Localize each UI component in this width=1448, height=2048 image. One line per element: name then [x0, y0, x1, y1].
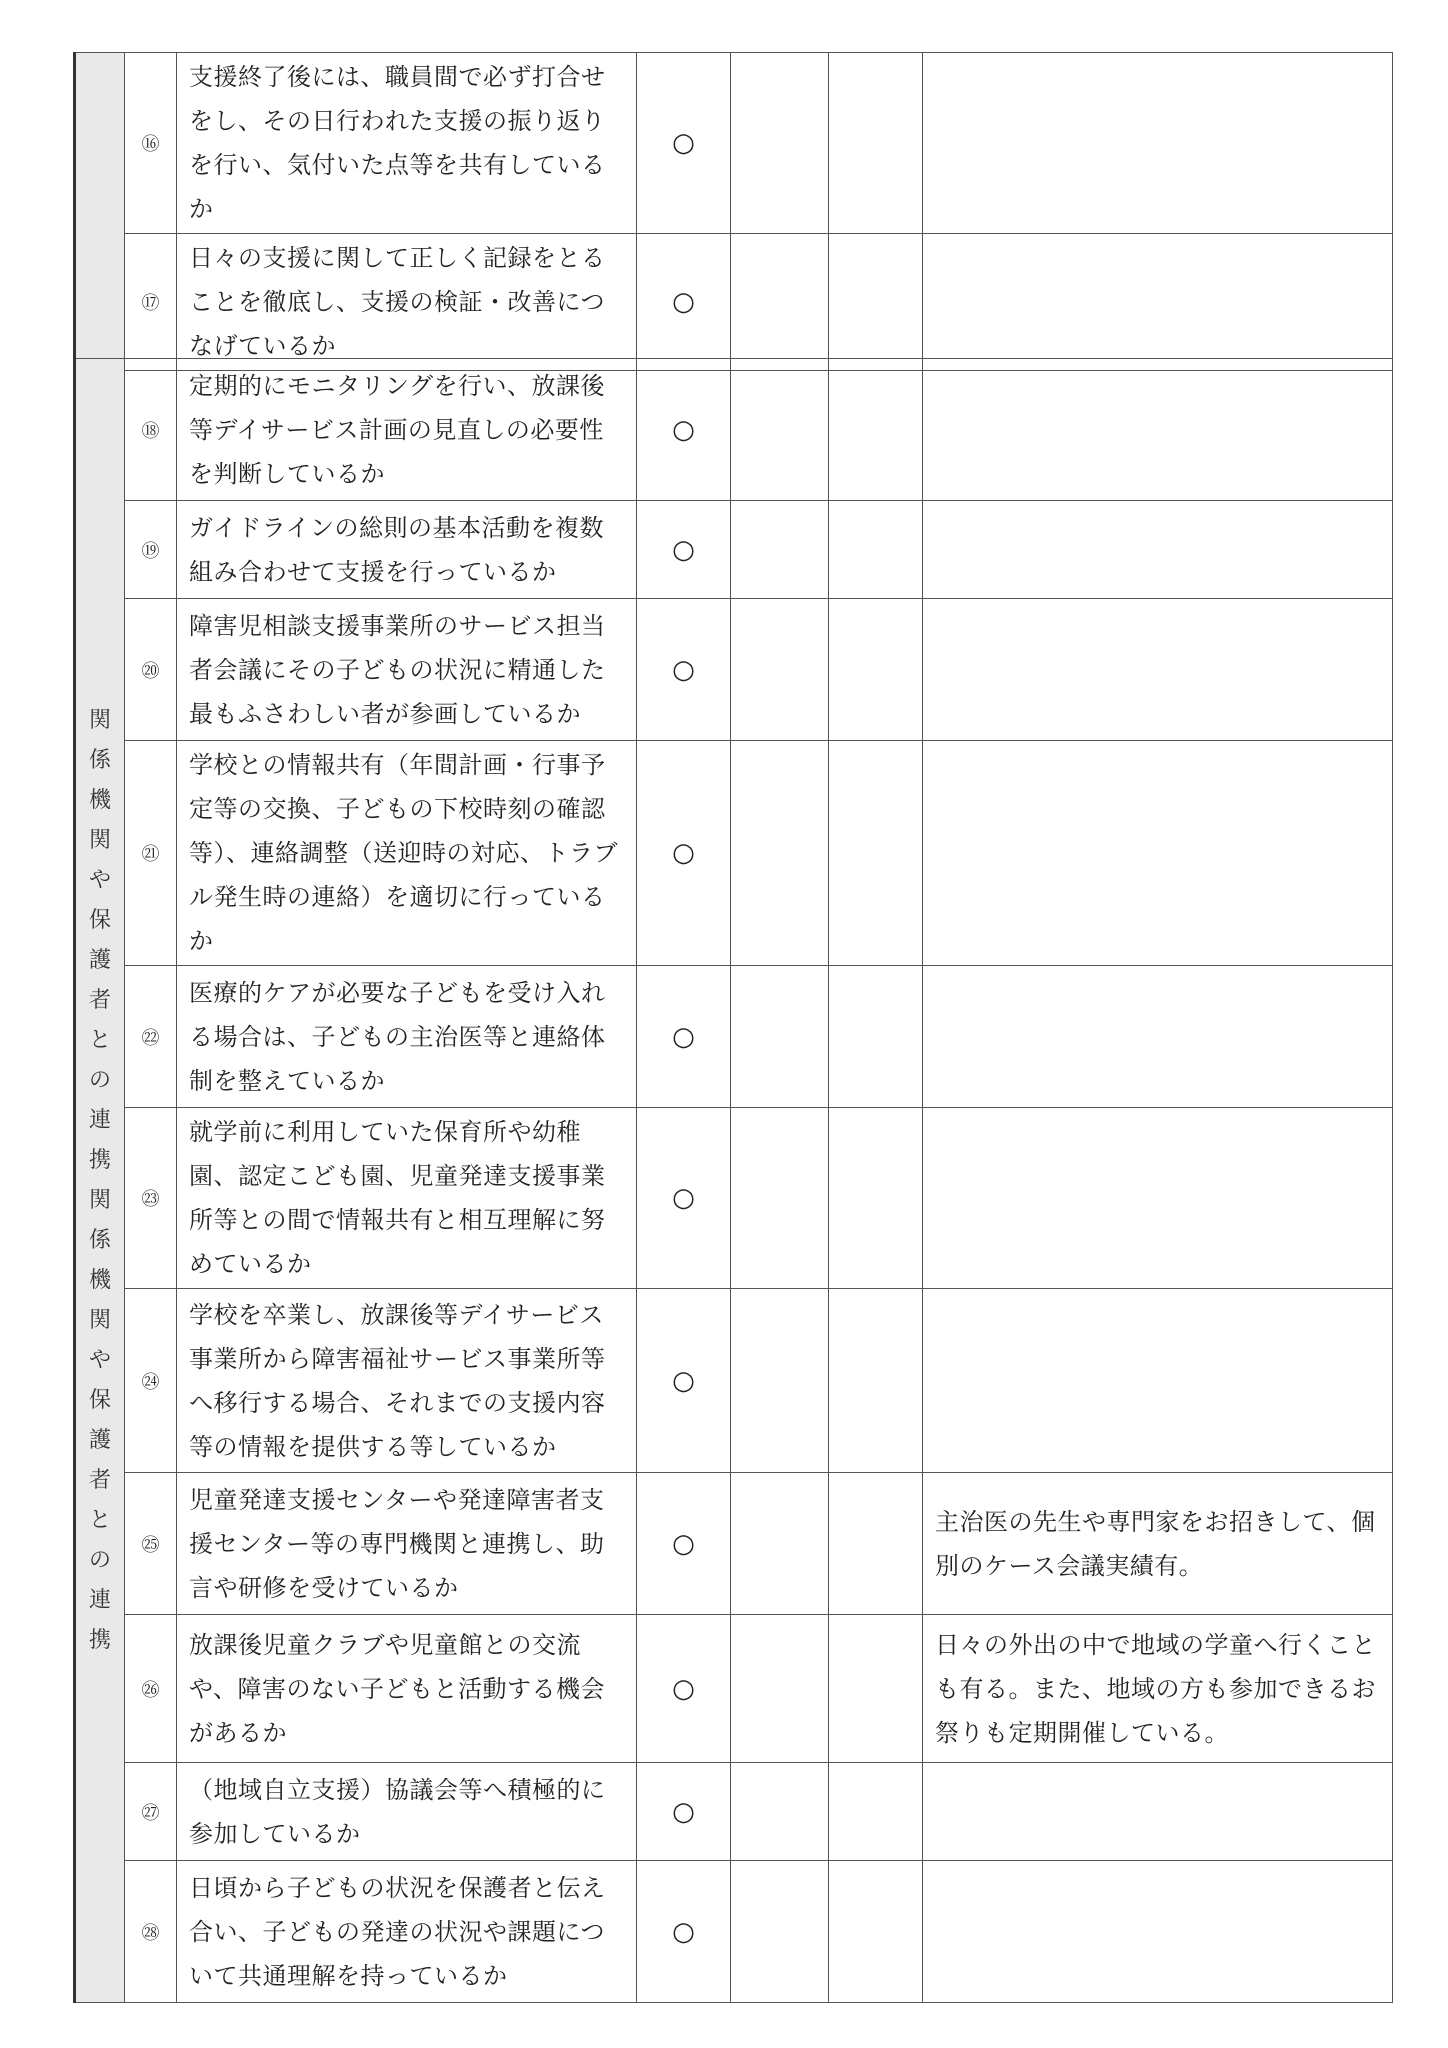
item-note: [923, 501, 1393, 599]
answer-blank: [829, 53, 923, 234]
item-note: 日々の外出の中で地域の学童へ行くことも有る。また、地域の方も参加できるお祭りも定期開催している。: [923, 1615, 1393, 1763]
answer-mark: ○: [637, 1289, 731, 1473]
item-question: 児童発達支援センターや発達障害者支援センター等の専門機関と連携し、助言や研修を受けているか: [177, 1473, 637, 1615]
item-question: 支援終了後には、職員間で必ず打合せをし、その日行われた支援の振り返りを行い、気付いた点等を共有しているか: [177, 53, 637, 234]
item-number: ⑯: [125, 53, 177, 234]
answer-mark: ○: [637, 501, 731, 599]
item-number: ⑱: [125, 359, 177, 501]
answer-blank: [829, 1108, 923, 1289]
table-row: [75, 1473, 1393, 1615]
item-question: 学校を卒業し、放課後等デイサービス事業所から障害福祉サービス事業所等へ移行する場合、それまでの支援内容等の情報を提供する等しているか: [177, 1289, 637, 1473]
answer-mark: ○: [637, 1473, 731, 1615]
answer-blank: [731, 741, 829, 966]
answer-mark: ○: [637, 234, 731, 371]
table-row: [75, 1615, 1393, 1763]
category-cell: [75, 53, 125, 371]
table-row: [75, 234, 1393, 371]
item-number: ㉒: [125, 966, 177, 1108]
item-note: [923, 1763, 1393, 1861]
item-number: ㉕: [125, 1473, 177, 1615]
item-question: 学校との情報共有（年間計画・行事予定等の交換、子どもの下校時刻の確認等）、連絡調整（送迎時の対応、トラブル発生時の連絡）を適切に行っているか: [177, 741, 637, 966]
answer-blank: [829, 501, 923, 599]
item-note: 主治医の先生や専門家をお招きして、個別のケース会議実績有。: [923, 1473, 1393, 1615]
category-label: 関 係 機 関 や 保 護 者 と の 連 携 関 係 機 関 や 保 護 者 と の 連 携: [88, 707, 111, 1653]
answer-blank: [731, 234, 829, 371]
answer-blank: [829, 1615, 923, 1763]
answer-blank: [731, 966, 829, 1108]
table-row: [75, 599, 1393, 741]
answer-mark: ○: [637, 1763, 731, 1861]
item-note: [923, 1861, 1393, 2003]
item-question: 障害児相談支援事業所のサービス担当者会議にその子どもの状況に精通した最もふさわしい者が参画しているか: [177, 599, 637, 741]
answer-blank: [829, 1861, 923, 2003]
answer-mark: ○: [637, 741, 731, 966]
table-row: [75, 1763, 1393, 1861]
answer-mark: ○: [637, 1861, 731, 2003]
table-row: [75, 1861, 1393, 2003]
item-number: ㉑: [125, 741, 177, 966]
answer-blank: [731, 501, 829, 599]
answer-blank: [829, 741, 923, 966]
table-row: [75, 1108, 1393, 1289]
top-evaluation-table: [73, 52, 1393, 371]
answer-blank: [731, 1763, 829, 1861]
answer-blank: [731, 599, 829, 741]
item-note: [923, 966, 1393, 1108]
answer-blank: [829, 1763, 923, 1861]
answer-blank: [731, 1861, 829, 2003]
item-note: [923, 53, 1393, 234]
answer-mark: ○: [637, 359, 731, 501]
answer-blank: [829, 1473, 923, 1615]
item-number: ㉔: [125, 1289, 177, 1473]
item-number: ⑰: [125, 234, 177, 371]
answer-blank: [829, 1289, 923, 1473]
item-note: [923, 741, 1393, 966]
answer-mark: ○: [637, 1108, 731, 1289]
answer-blank: [731, 1108, 829, 1289]
answer-blank: [829, 599, 923, 741]
bottom-evaluation-table: [73, 358, 1393, 2003]
item-note: [923, 1108, 1393, 1289]
item-question: 医療的ケアが必要な子どもを受け入れる場合は、子どもの主治医等と連絡体制を整えているか: [177, 966, 637, 1108]
item-number: ⑳: [125, 599, 177, 741]
item-question: 就学前に利用していた保育所や幼稚園、認定こども園、児童発達支援事業所等との間で情報共有と相互理解に努めているか: [177, 1108, 637, 1289]
item-note: [923, 1289, 1393, 1473]
item-number: ⑲: [125, 501, 177, 599]
item-number: ㉖: [125, 1615, 177, 1763]
table-row: [75, 53, 1393, 234]
answer-mark: ○: [637, 1615, 731, 1763]
item-number: ㉘: [125, 1861, 177, 2003]
answer-blank: [829, 234, 923, 371]
answer-blank: [731, 1473, 829, 1615]
item-question: 日々の支援に関して正しく記録をとることを徹底し、支援の検証・改善につなげているか: [177, 234, 637, 371]
item-note: [923, 359, 1393, 501]
item-question: 定期的にモニタリングを行い、放課後等デイサービス計画の見直しの必要性を判断しているか: [177, 359, 637, 501]
item-question: 放課後児童クラブや児童館との交流や、障害のない子どもと活動する機会があるか: [177, 1615, 637, 1763]
table-row: [75, 359, 1393, 501]
answer-blank: [731, 1615, 829, 1763]
item-note: [923, 234, 1393, 371]
answer-blank: [829, 966, 923, 1108]
category-cell: [75, 359, 125, 2003]
answer-mark: ○: [637, 53, 731, 234]
answer-mark: ○: [637, 966, 731, 1108]
item-question: ガイドラインの総則の基本活動を複数組み合わせて支援を行っているか: [177, 501, 637, 599]
answer-mark: ○: [637, 599, 731, 741]
table-row: [75, 741, 1393, 966]
answer-blank: [731, 53, 829, 234]
answer-blank: [731, 1289, 829, 1473]
item-question: （地域自立支援）協議会等へ積極的に参加しているか: [177, 1763, 637, 1861]
item-number: ㉓: [125, 1108, 177, 1289]
table-row: [75, 966, 1393, 1108]
table-row: [75, 501, 1393, 599]
item-question: 日頃から子どもの状況を保護者と伝え合い、子どもの発達の状況や課題について共通理解を持っているか: [177, 1861, 637, 2003]
table-row: [75, 1289, 1393, 1473]
item-note: [923, 599, 1393, 741]
answer-blank: [731, 359, 829, 501]
answer-blank: [829, 359, 923, 501]
item-number: ㉗: [125, 1763, 177, 1861]
